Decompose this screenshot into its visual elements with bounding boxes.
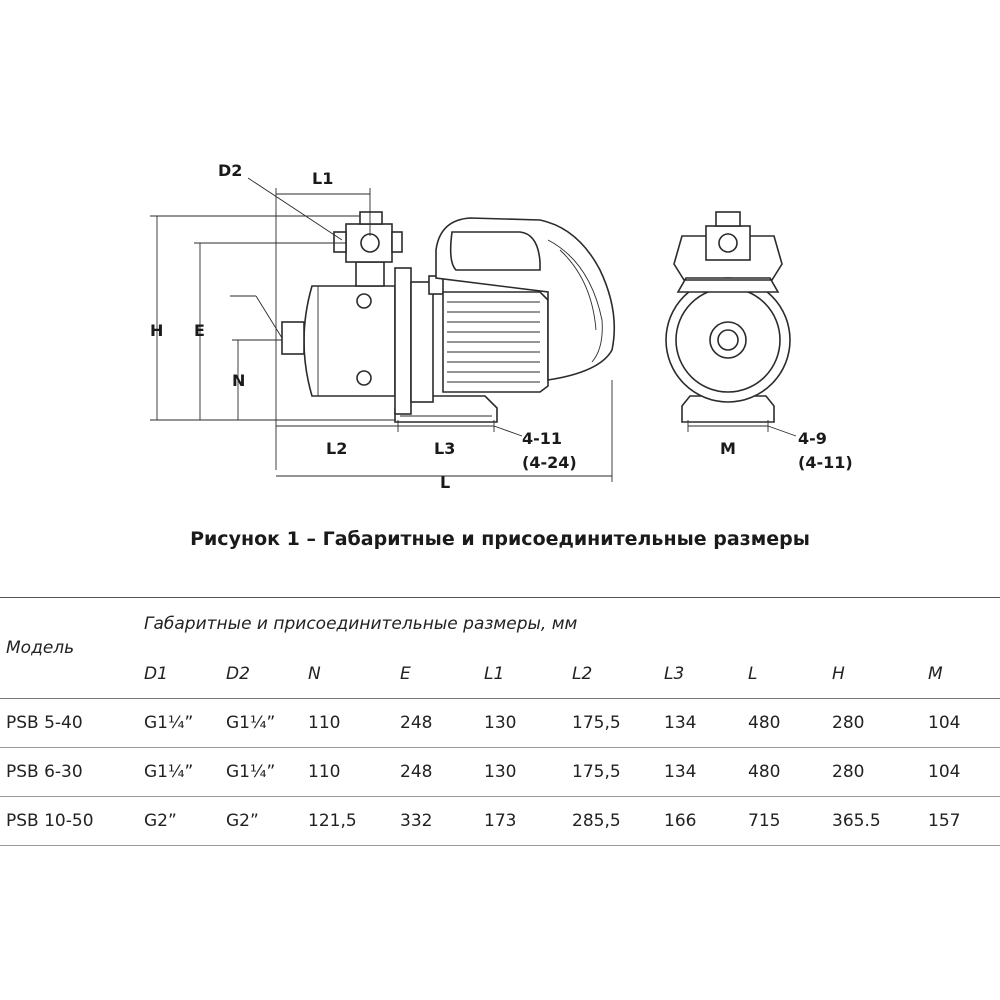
table-cell: G1¼” [138,748,220,797]
table-cell: 166 [658,797,742,846]
group-header: Габаритные и присоединительные размеры, мм [138,598,1000,651]
table-cell: 104 [922,699,1000,748]
table-cell: G1¼” [138,699,220,748]
table-cell: 280 [826,748,922,797]
label-h: H [150,321,164,340]
label-m: M [720,439,736,458]
label-l2: L2 [326,439,348,458]
table-cell: 121,5 [302,797,394,846]
table-cell: G1¼” [220,748,302,797]
model-cell: PSB 5-40 [0,699,138,748]
table-row [0,699,1000,748]
table-cell: 104 [922,748,1000,797]
table-cell: 280 [826,699,922,748]
column-header: E [394,650,478,699]
table-cell: 248 [394,748,478,797]
table-row [0,797,1000,846]
label-l: L [440,473,451,492]
column-header: M [922,650,1000,699]
model-cell: PSB 10-50 [0,797,138,846]
label-l1: L1 [312,169,334,188]
pump-side-view [282,212,614,422]
table-cell: 480 [742,748,826,797]
column-header: D1 [138,650,220,699]
table-cell: 175,5 [566,699,658,748]
table-cell: 248 [394,699,478,748]
label-holes-front: 4-9 [798,429,827,448]
table-cell: 157 [922,797,1000,846]
table-cell: G2” [138,797,220,846]
figure-caption: Рисунок 1 – Габаритные и присоединительные размеры [190,528,810,550]
label-n: N [232,371,246,390]
column-header: H [826,650,922,699]
column-header: L [742,650,826,699]
table-cell: 285,5 [566,797,658,846]
column-header: L2 [566,650,658,699]
table-row [0,748,1000,797]
table-cell: 480 [742,699,826,748]
table-cell: G2” [220,797,302,846]
label-holes-side: 4-11 [522,429,563,448]
column-header: N [302,650,394,699]
table-cell: G1¼” [220,699,302,748]
model-cell: PSB 6-30 [0,748,138,797]
column-header-row [0,650,1000,699]
column-header: D2 [220,650,302,699]
model-header: Модель [0,598,138,699]
table-header-row [0,598,1000,651]
label-holes-side-alt: (4-24) [522,453,577,472]
label-holes-front-alt: (4-11) [798,453,853,472]
column-header: L3 [658,650,742,699]
table-cell: 365.5 [826,797,922,846]
table-cell: 110 [302,748,394,797]
table-cell: 130 [478,699,566,748]
pump-front-view [666,212,790,422]
dimensions-table [0,597,1000,846]
label-e: E [194,321,205,340]
table-cell: 130 [478,748,566,797]
table-cell: 175,5 [566,748,658,797]
label-l3: L3 [434,439,456,458]
column-header: L1 [478,650,566,699]
table-cell: 173 [478,797,566,846]
table-cell: 134 [658,748,742,797]
table-cell: 134 [658,699,742,748]
table-cell: 715 [742,797,826,846]
table-cell: 110 [302,699,394,748]
table-cell: 332 [394,797,478,846]
label-d2: D2 [218,161,243,180]
